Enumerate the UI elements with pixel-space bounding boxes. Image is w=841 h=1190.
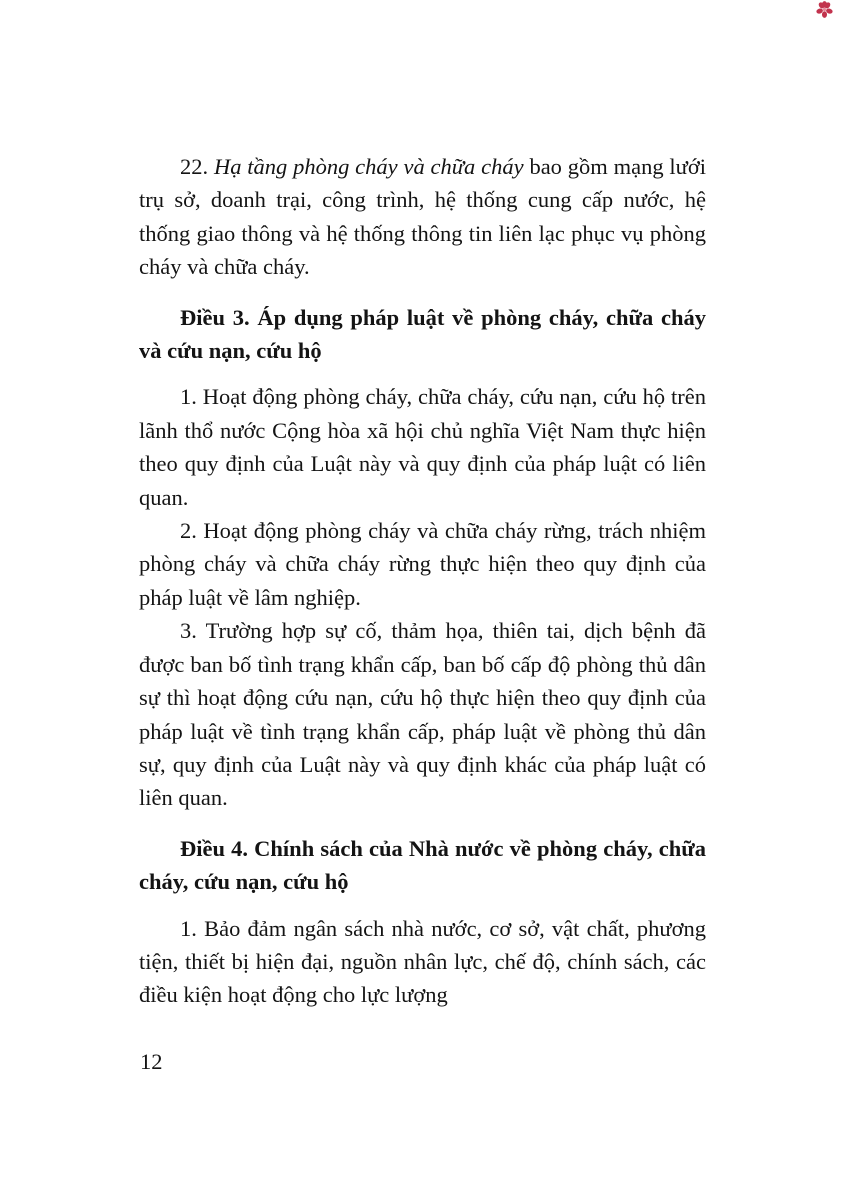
article-3-clause-1: 1. Hoạt động phòng cháy, chữa cháy, cứu nạn, cứu hộ trên lãnh thổ nước Cộng hòa xã hội chủ nghĩa Việt Nam thực hiện theo quy định của Luật này và quy định của pháp luật có liên quan.	[139, 384, 706, 510]
flower-ornament-icon	[816, 1, 833, 18]
clause-22-text: bao gồm mạng lưới trụ sở, doanh trại, công trình, hệ thống cung cấp nước, hệ thống giao thông và hệ thống thông tin liên lạc phục vụ phòng cháy và chữa cháy.	[139, 154, 706, 280]
text-block	[139, 150, 706, 1012]
article-4-heading: Điều 4. Chính sách của Nhà nước về phòng cháy, chữa cháy, cứu nạn, cứu hộ	[139, 835, 706, 895]
article-3-clause-2: 2. Hoạt động phòng cháy và chữa cháy rừng, trách nhiệm phòng cháy và chữa cháy rừng thực hiện theo quy định của pháp luật về lâm nghiệp.	[139, 518, 706, 610]
article-3-clause-3: 3. Trường hợp sự cố, thảm họa, thiên tai, dịch bệnh đã được ban bố tình trạng khẩn cấp, ban bố cấp độ phòng thủ dân sự thì hoạt động cứu nạn, cứu hộ thực hiện theo quy định của pháp luật về tình trạng khẩn cấp, pháp luật về phòng thủ dân sự, quy định của Luật này và quy định khác của pháp luật có liên quan.	[139, 618, 706, 811]
page-number: 12	[140, 1049, 163, 1074]
article-3-heading: Điều 3. Áp dụng pháp luật về phòng cháy, chữa cháy và cứu nạn, cứu hộ	[139, 304, 706, 364]
clause-22-number: 22.	[180, 154, 209, 179]
clause-22-defined-term: Hạ tầng phòng cháy và chữa cháy	[213, 154, 524, 179]
article-4-clause-1: 1. Bảo đảm ngân sách nhà nước, cơ sở, vật chất, phương tiện, thiết bị hiện đại, nguồn nhân lực, chế độ, chính sách, các điều kiện hoạt động cho lực lượng	[139, 915, 706, 1008]
paragraph-clause-22	[139, 150, 706, 284]
